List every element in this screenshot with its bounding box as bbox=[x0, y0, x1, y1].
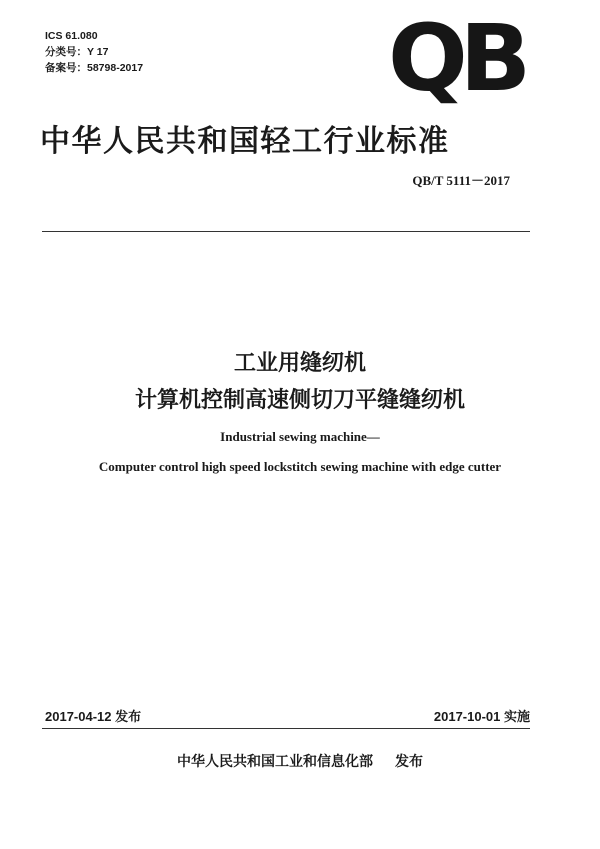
bottom-divider bbox=[42, 728, 530, 729]
issue-date: 2017-04-12 发布 bbox=[45, 709, 142, 724]
title-cn-line2: 计算机控制高速侧切刀平缝缝纫机 bbox=[134, 388, 465, 413]
qb-logo: QB bbox=[388, 5, 523, 112]
issuer-line bbox=[0, 751, 600, 771]
title-cn-line1: 工业用缝纫机 bbox=[233, 351, 366, 376]
implementation-date: 2017-10-01 实施 bbox=[433, 709, 530, 724]
issuer-action: 发布 bbox=[395, 753, 423, 769]
category-code: 分类号：Y 17 bbox=[45, 46, 109, 58]
ics-code: ICS 61.080 bbox=[45, 30, 98, 42]
top-divider bbox=[42, 231, 530, 232]
standard-name: 中华人民共和国轻工行业标准 bbox=[40, 124, 450, 159]
filing-number: 备案号：58798-2017 bbox=[45, 62, 144, 74]
issuer-organization: 中华人民共和国工业和信息化部 bbox=[177, 753, 373, 769]
title-en-line2: Computer control high speed lockstitch sewing machine with edge cutter bbox=[98, 459, 502, 474]
title-en-line1: Industrial sewing machine— bbox=[220, 429, 380, 444]
standard-code: QB/T 5111－2017 bbox=[412, 173, 510, 188]
classification-block bbox=[45, 28, 143, 76]
